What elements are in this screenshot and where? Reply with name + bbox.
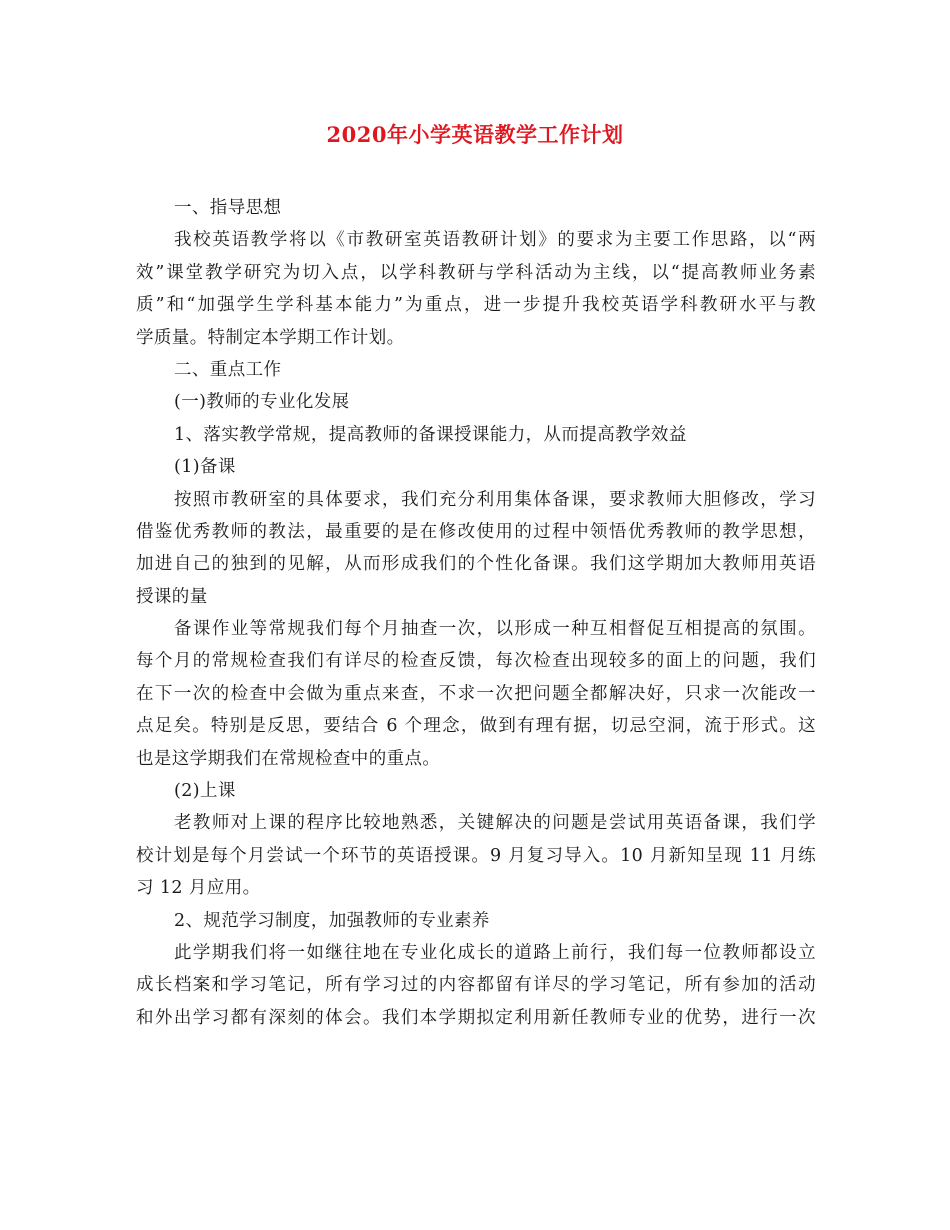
paragraph-line: 二、重点工作 xyxy=(174,359,282,380)
paragraph-line: 2、规范学习制度，加强教师的专业素养 xyxy=(174,910,490,931)
paragraph-line: 也是这学期我们在常规检查中的重点。 xyxy=(136,748,441,769)
paragraph-line: 学质量。特制定本学期工作计划。 xyxy=(136,327,405,348)
paragraph-line: 在下一次的检查中会做为重点来查，不求一次把问题全都解决好，只求一次能改一 xyxy=(136,683,816,704)
paragraph-line: 一、指导思想 xyxy=(174,198,282,218)
paragraph-line: 1、落实教学常规，提高教师的备课授课能力，从而提高教学效益 xyxy=(174,424,687,445)
document-title: 2020年小学英语教学工作计划 xyxy=(326,122,624,147)
paragraph-line: 我校英语教学将以《市教研室英语教研计划》的要求为主要工作思路，以“两 xyxy=(174,230,816,251)
paragraph-line: 和外出学习都有深刻的体会。我们本学期拟定利用新任教师专业的优势，进行一次 xyxy=(136,1007,816,1028)
paragraph-line: 质”和“加强学生学科基本能力”为重点，进一步提升我校英语学科教研水平与教 xyxy=(136,295,816,316)
paragraph-line: (一)教师的专业化发展 xyxy=(174,392,350,413)
paragraph-line: 点足矣。特别是反思，要结合 6 个理念，做到有理有据，切忌空洞，流于形式。这 xyxy=(136,716,816,737)
paragraph-line: 备课作业等常规我们每个月抽查一次，以形成一种互相督促互相提高的氛围。 xyxy=(174,619,816,640)
paragraph-line: (1)备课 xyxy=(174,457,236,478)
paragraph-line: 习 12 月应用。 xyxy=(136,878,261,899)
paragraph-line: 按照市教研室的具体要求，我们充分利用集体备课，要求教师大胆修改，学习 xyxy=(174,489,816,510)
paragraph-line: 授课的量 xyxy=(136,586,208,607)
paragraph-line: 每个月的常规检查我们有详尽的检查反馈，每次检查出现较多的面上的问题，我们 xyxy=(136,651,816,672)
paragraph-line: 效”课堂教学研究为切入点，以学科教研与学科活动为主线，以“提高教师业务素 xyxy=(136,262,816,283)
document-body xyxy=(136,192,816,1034)
paragraph-line: 借鉴优秀教师的教法，最重要的是在修改使用的过程中领悟优秀教师的教学思想， xyxy=(136,521,816,542)
paragraph-line: (2)上课 xyxy=(174,781,236,802)
paragraph-line: 校计划是每个月尝试一个环节的英语授课。9 月复习导入。10 月新知呈现 11 月练 xyxy=(136,845,816,866)
paragraph-line: 此学期我们将一如继往地在专业化成长的道路上前行，我们每一位教师都设立 xyxy=(174,942,816,963)
paragraph-line: 加进自己的独到的见解，从而形成我们的个性化备课。我们这学期加大教师用英语 xyxy=(136,554,816,575)
paragraph-line: 成长档案和学习笔记，所有学习过的内容都留有详尽的学习笔记，所有参加的活动 xyxy=(136,975,816,996)
paragraph-line: 老教师对上课的程序比较地熟悉，关键解决的问题是尝试用英语备课，我们学 xyxy=(174,813,816,834)
